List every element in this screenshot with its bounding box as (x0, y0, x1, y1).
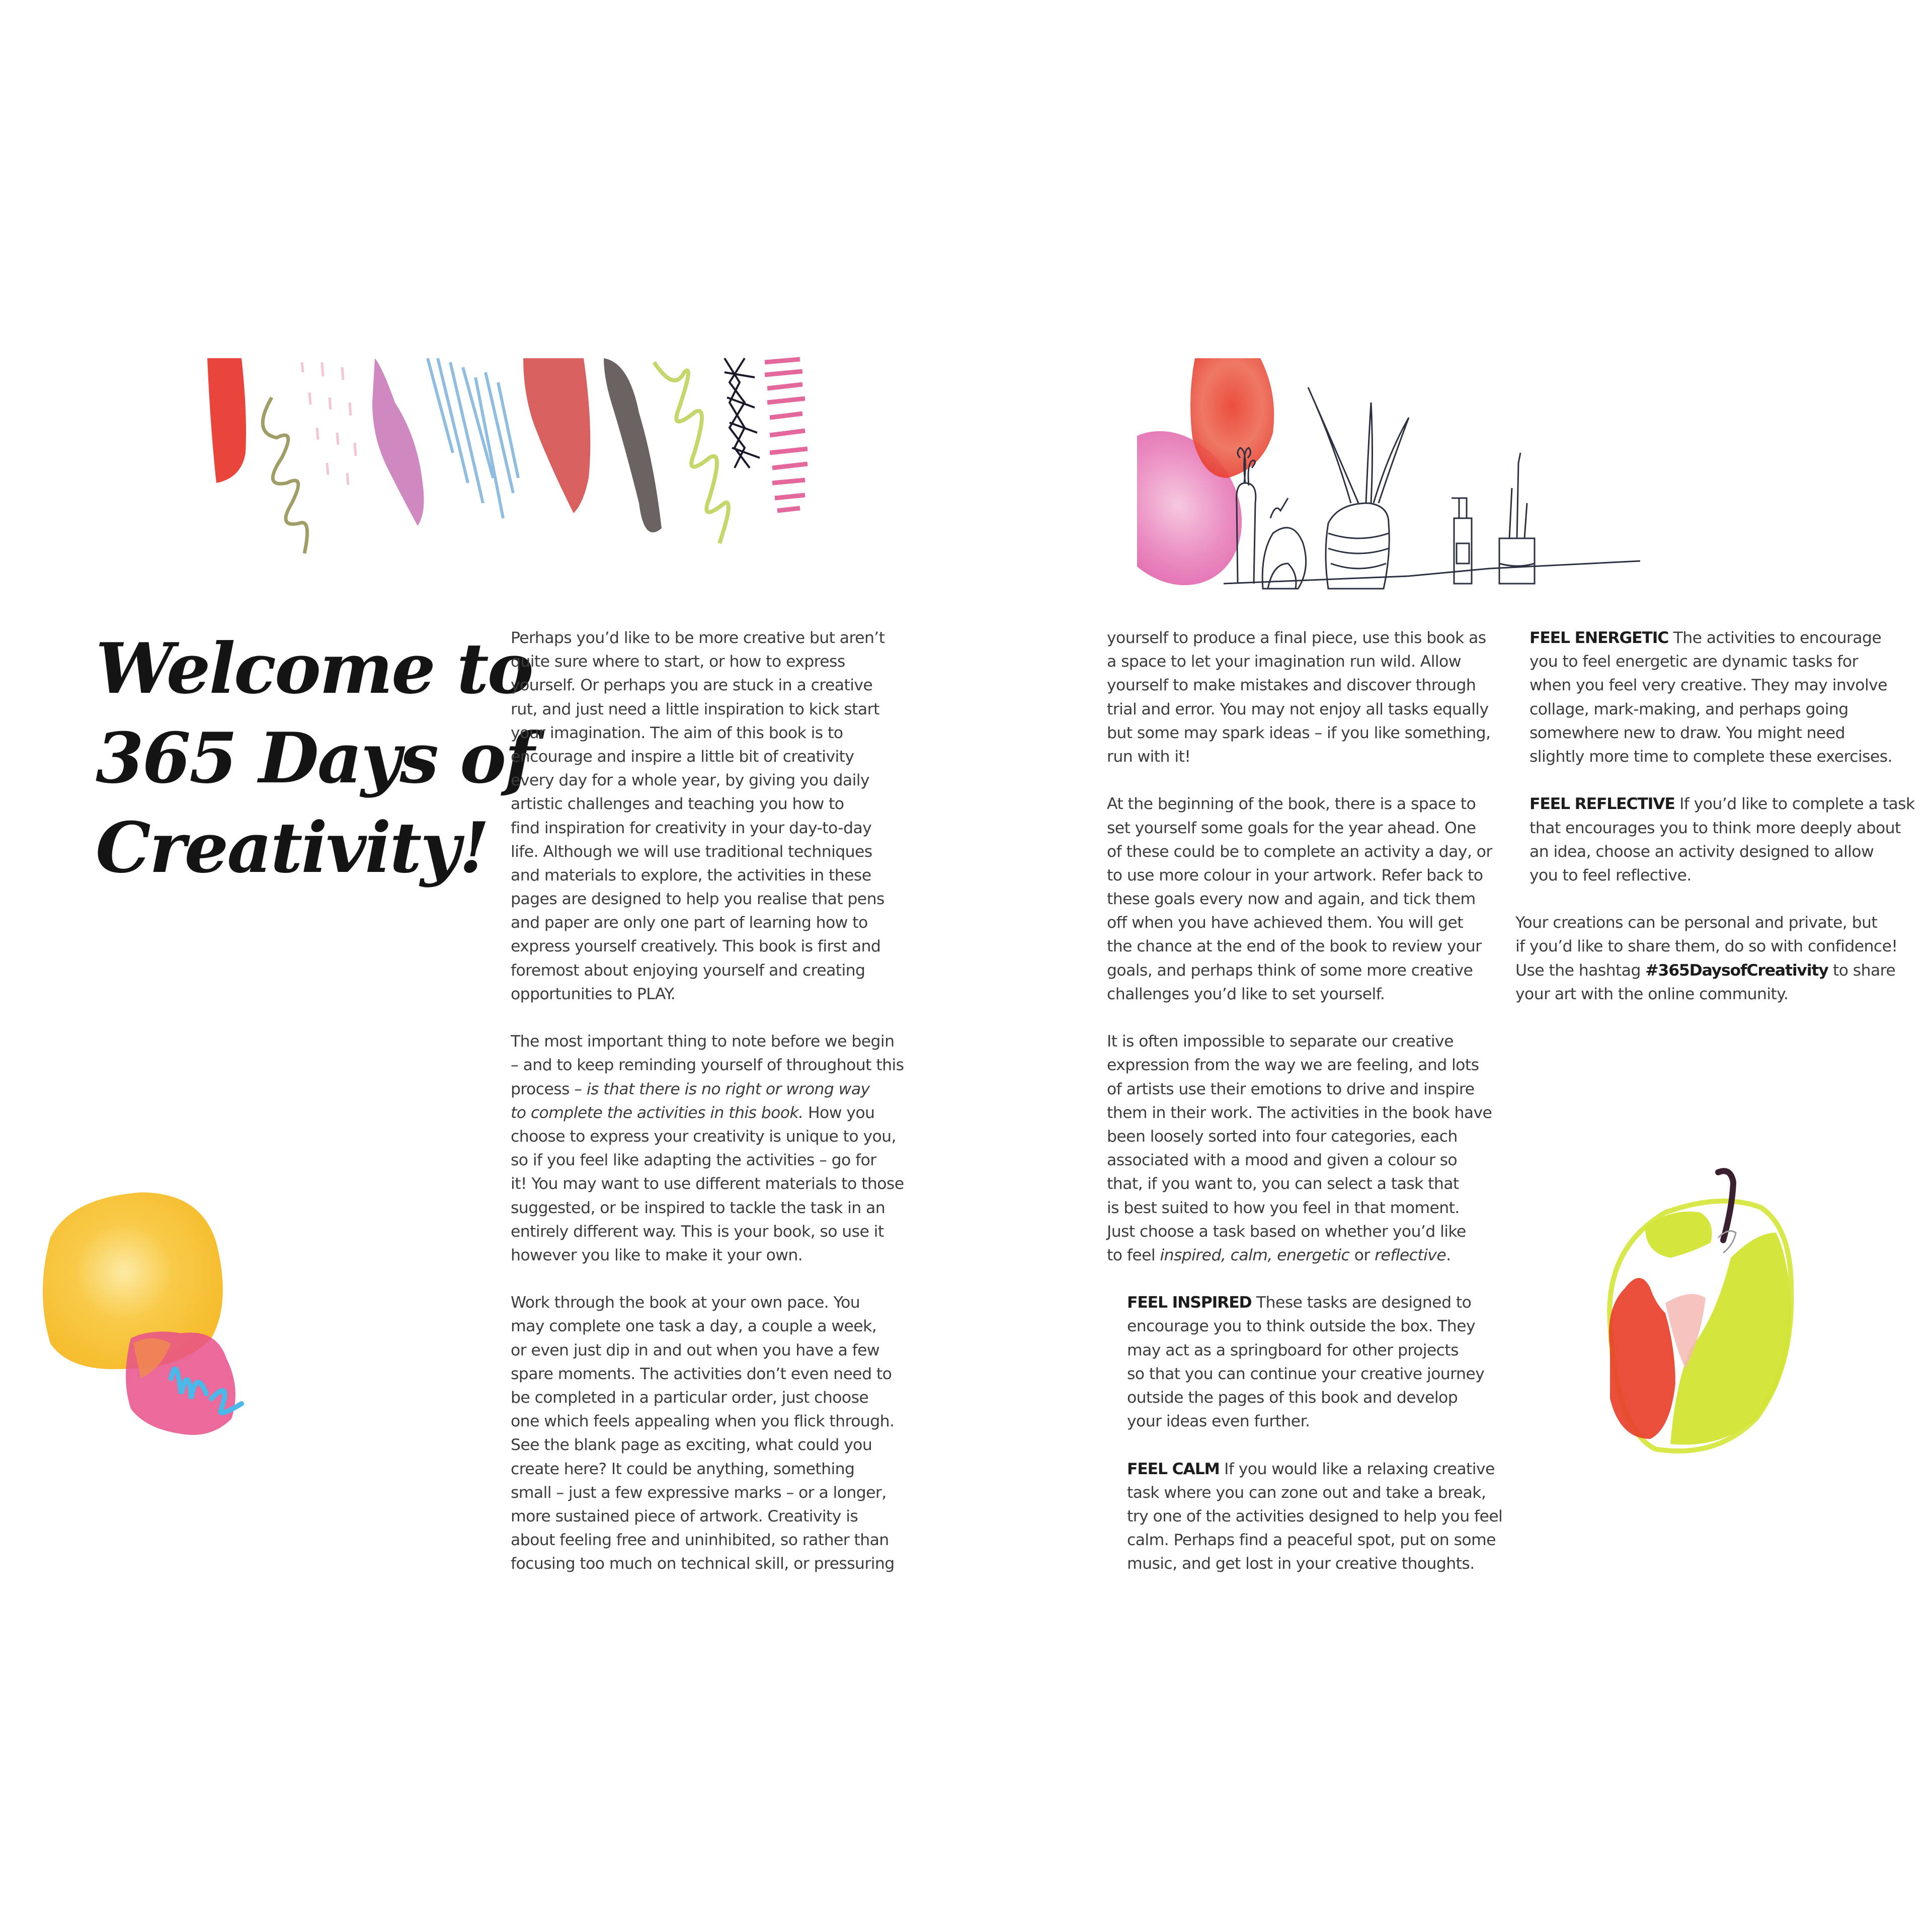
text-line: choose to express your creativity is unique to you, (511, 1127, 896, 1146)
text-line: been loosely sorted into four categories, each (1107, 1127, 1458, 1146)
paragraph-gap (1515, 888, 1928, 911)
text-line: Work through the book at your own pace. You (511, 1294, 860, 1312)
text-line (1530, 626, 1928, 650)
paragraph-goals (1107, 792, 1509, 1006)
text-line: yourself to produce a final piece, use this book as (1107, 629, 1486, 647)
text-line: about feeling free and uninhibited, so rather than (511, 1531, 889, 1550)
text-line: suggested, or be inspired to tackle the task in an (511, 1198, 886, 1217)
text-line: a space to let your imagination run wild. Allow (1107, 653, 1461, 671)
paragraph-share (1515, 911, 1928, 1006)
emphasis-text: is that there is no right or wrong way (586, 1080, 870, 1098)
text-fragment: How you (803, 1103, 875, 1122)
text-line: trial and error. You may not enjoy all tasks equally (1107, 700, 1489, 718)
paragraph-gap (511, 1267, 913, 1291)
text-line: and materials to explore, the activities in these (511, 866, 871, 884)
text-line: focusing too much on technical skill, or pressuring (511, 1555, 895, 1573)
text-line: if you’d like to share them, do so with confidence! (1515, 937, 1898, 956)
text-line: that encourages you to think more deeply about (1530, 819, 1901, 837)
column-1 (511, 626, 913, 1576)
text-line: you to feel reflective. (1530, 866, 1692, 884)
paragraph-gap (1107, 769, 1509, 792)
paragraph-own-pace (511, 1291, 913, 1576)
text-line: entirely different way. This is your book, so use it (511, 1222, 884, 1241)
hashtag: #365DaysofCreativity (1645, 961, 1828, 980)
pots-and-plants-illustration (1137, 352, 1922, 614)
text-line: more sustained piece of artwork. Creativity is (511, 1507, 858, 1525)
text-line: pages are designed to help you realise that pens (511, 890, 884, 909)
text-line: find inspiration for creativity in your day-to-day (511, 819, 872, 837)
paragraph-moods (1107, 1030, 1509, 1267)
text-line: encourage you to think outside the box. They (1127, 1317, 1475, 1336)
text-line: create here? It could be anything, something (511, 1460, 855, 1478)
title-line-1: Welcome to (96, 627, 532, 709)
title-line-2: 365 Days of (96, 717, 533, 799)
text-line: every day for a whole year, by giving you daily (511, 771, 869, 790)
text-line: yourself. Or perhaps you are stuck in a creative (511, 676, 873, 695)
text-line: run with it! (1107, 747, 1191, 766)
text-line: – and to keep reminding yourself of throughout this (511, 1056, 904, 1075)
text-line: your ideas even further. (1127, 1412, 1310, 1431)
text-line: set yourself some goals for the year ahead. One (1107, 819, 1476, 837)
text-line: is best suited to how you feel in that moment. (1107, 1198, 1460, 1217)
text-line: be completed in a particular order, just choose (511, 1389, 869, 1407)
text-line: The most important thing to note before we begin (511, 1032, 895, 1051)
text-line (1107, 1244, 1509, 1267)
column-2 (1107, 626, 1509, 1576)
text-line: Just choose a task based on whether you’d like (1107, 1222, 1466, 1241)
text-line: off when you have achieved them. You will get (1107, 914, 1463, 932)
text-line: them in their work. The activities in the book have (1107, 1103, 1492, 1122)
text-line: to use more colour in your artwork. Refer back to (1107, 866, 1483, 884)
text-line: your art with the online community. (1515, 985, 1789, 1003)
right-page (966, 0, 1932, 1932)
emphasis-text: reflective (1375, 1246, 1446, 1264)
text-line: rut, and just need a little inspiration to kick start (511, 700, 879, 718)
text-line: task where you can zone out and take a break, (1127, 1483, 1486, 1502)
text-line (1127, 1458, 1509, 1481)
paragraph-gap (1107, 1433, 1509, 1457)
text-line: your imagination. The aim of this book is to (511, 723, 843, 742)
text-fragment: Use the hashtag (1515, 961, 1646, 980)
text-line: calm. Perhaps find a peaceful spot, put on some (1127, 1531, 1496, 1550)
text-line: somewhere new to draw. You might need (1530, 723, 1845, 742)
text-line: slightly more time to complete these exercises. (1530, 747, 1892, 766)
text-line: See the blank page as exciting, what could you (511, 1436, 872, 1455)
text-line: when you feel very creative. They may involve (1530, 676, 1887, 695)
text-line (1515, 959, 1928, 983)
category-label-reflective: FEEL REFLECTIVE (1530, 795, 1675, 814)
text-line: the chance at the end of the book to review your (1107, 937, 1482, 956)
text-line: encourage and inspire a little bit of creativity (511, 747, 854, 766)
text-line: opportunities to PLAY. (511, 985, 676, 1003)
text-line: may complete one task a day, a couple a week, (511, 1317, 877, 1336)
text-line: foremost about enjoying yourself and creating (511, 961, 865, 980)
category-label-inspired: FEEL INSPIRED (1127, 1294, 1252, 1312)
category-label-calm: FEEL CALM (1127, 1460, 1220, 1478)
text-line (511, 1101, 913, 1125)
text-fragment: If you’d like to complete a task (1674, 795, 1915, 814)
text-fragment: The activities to encourage (1668, 629, 1882, 647)
text-line: associated with a mood and given a colour so (1107, 1151, 1458, 1170)
text-line: life. Although we will use traditional techniques (511, 842, 872, 861)
text-line: and paper are only one part of learning how to (511, 914, 868, 932)
text-line (1127, 1291, 1509, 1315)
text-line: small – just a few expressive marks – or a longer, (511, 1483, 887, 1502)
text-fragment: These tasks are designed to (1251, 1294, 1472, 1312)
text-line: At the beginning of the book, there is a space to (1107, 795, 1476, 814)
text-line: yourself to make mistakes and discover through (1107, 676, 1476, 695)
text-line: an idea, choose an activity designed to allow (1530, 842, 1874, 861)
paragraph-gap (1107, 1006, 1509, 1030)
watercolour-apple-illustration (1590, 1157, 1852, 1469)
text-line: so if you feel like adapting the activities – go for (511, 1151, 876, 1170)
text-line: expression from the way we are feeling, and lots (1107, 1056, 1479, 1075)
paragraph-gap (1107, 1267, 1509, 1291)
text-line: challenges you’d like to set yourself. (1107, 985, 1385, 1003)
text-fragment: process – (511, 1080, 587, 1098)
text-line: artistic challenges and teaching you how to (511, 795, 844, 814)
text-line: quite sure where to start, or how to express (511, 653, 845, 671)
text-line: one which feels appealing when you flick through. (511, 1412, 895, 1431)
text-line: but some may spark ideas – if you like something, (1107, 723, 1491, 742)
text-line: outside the pages of this book and develop (1127, 1389, 1458, 1407)
paragraph-final-piece (1107, 626, 1509, 769)
text-fragment: to feel (1107, 1246, 1160, 1264)
title-line-3: Creativity! (96, 807, 489, 889)
text-line: collage, mark-making, and perhaps going (1530, 700, 1848, 718)
watercolour-blots-illustration (30, 1177, 292, 1570)
text-line: spare moments. The activities don’t even need to (511, 1364, 892, 1383)
text-line: Perhaps you’d like to be more creative but aren’t (511, 629, 885, 647)
text-line: Your creations can be personal and private, but (1515, 914, 1878, 932)
text-line: you to feel energetic are dynamic tasks for (1530, 653, 1858, 671)
page-title (96, 624, 533, 893)
emphasis-text: inspired, calm, energetic (1160, 1246, 1350, 1264)
paragraph-no-right-or-wrong (511, 1030, 913, 1267)
text-line (511, 1078, 913, 1101)
paragraph-intro (511, 626, 913, 1006)
section-feel-calm (1107, 1458, 1509, 1576)
text-line: music, and get lost in your creative thoughts. (1127, 1555, 1475, 1573)
text-line: so that you can continue your creative journey (1127, 1364, 1485, 1383)
text-line: these goals every now and again, and tick them (1107, 890, 1476, 909)
emphasis-text: to complete the activities in this book. (511, 1103, 803, 1122)
text-line: or even just dip in and out when you have a few (511, 1341, 880, 1359)
text-line: of artists use their emotions to drive and inspire (1107, 1080, 1475, 1098)
text-line: It is often impossible to separate our creative (1107, 1032, 1454, 1051)
text-line: that, if you want to, you can select a task that (1107, 1175, 1459, 1193)
text-fragment: . (1446, 1246, 1451, 1264)
text-line: may act as a springboard for other projects (1127, 1341, 1459, 1359)
section-feel-inspired (1107, 1291, 1509, 1433)
section-feel-energetic (1515, 626, 1928, 769)
text-fragment: or (1349, 1246, 1375, 1264)
text-fragment: to share (1828, 961, 1896, 980)
paint-swatches-illustration (201, 352, 845, 574)
paragraph-gap (511, 1006, 913, 1030)
column-3 (1515, 626, 1928, 1006)
text-line: it! You may want to use different materials to those (511, 1175, 904, 1193)
section-feel-reflective (1515, 792, 1928, 888)
text-line: however you like to make it your own. (511, 1246, 803, 1264)
text-line: express yourself creatively. This book is first and (511, 937, 881, 956)
paragraph-gap (1515, 769, 1928, 792)
text-line (1530, 792, 1928, 816)
text-fragment: If you would like a relaxing creative (1219, 1460, 1495, 1478)
text-line: of these could be to complete an activity a day, or (1107, 842, 1492, 861)
category-label-energetic: FEEL ENERGETIC (1530, 629, 1669, 647)
text-line: goals, and perhaps think of some more creative (1107, 961, 1473, 980)
text-line: try one of the activities designed to help you feel (1127, 1507, 1503, 1525)
